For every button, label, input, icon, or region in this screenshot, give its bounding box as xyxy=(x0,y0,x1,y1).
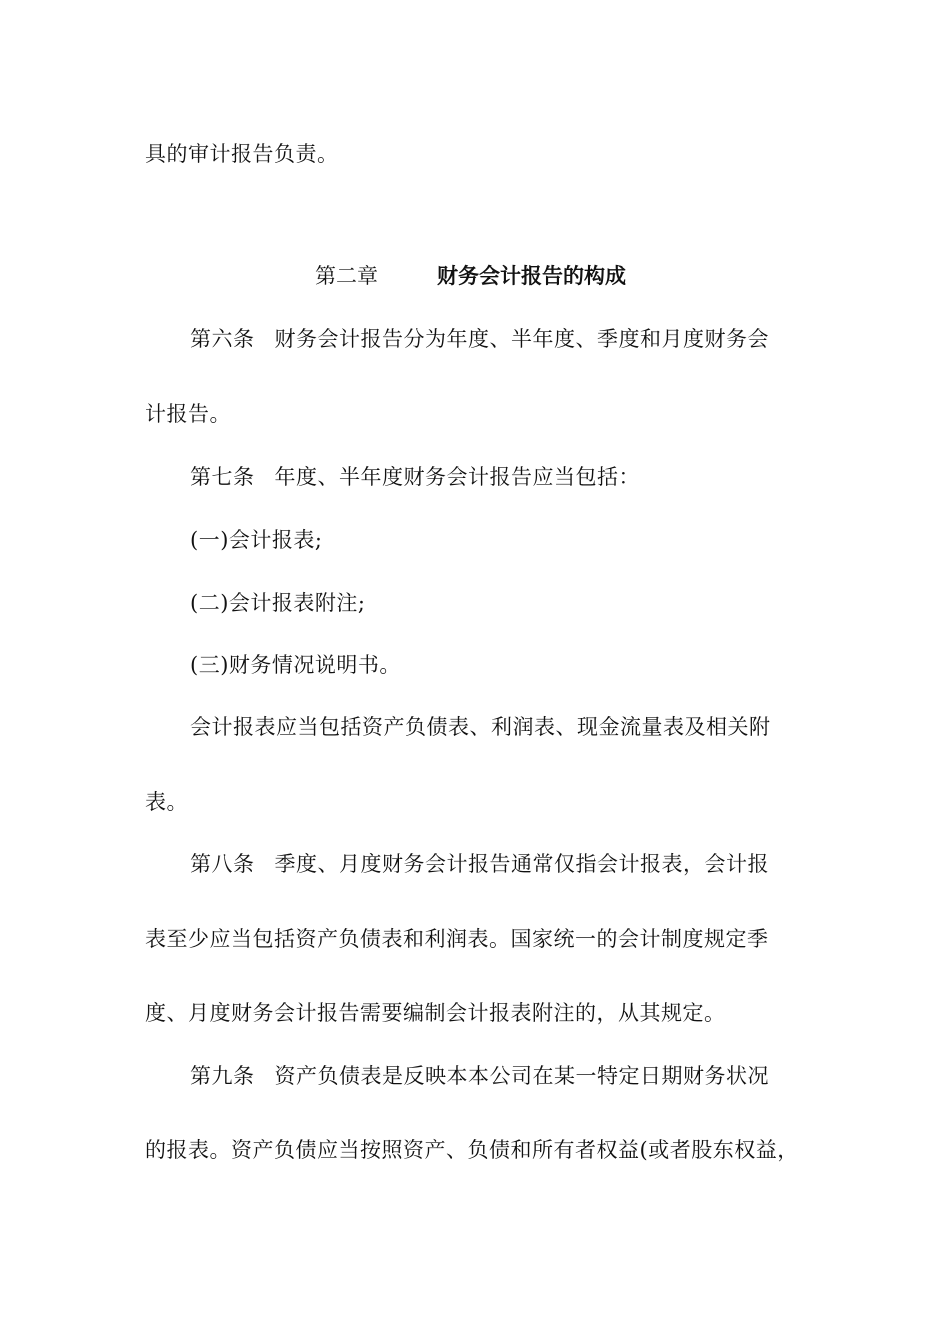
list-item-2: (二)会计报表附注; xyxy=(190,591,366,615)
article-9 xyxy=(190,1062,769,1090)
article-text: 季度、月度财务会计报告通常仅指会计报表，会计报 xyxy=(274,852,769,876)
article-9-continued: 的报表。资产负债应当按照资产、负债和所有者权益(或者股东权益， xyxy=(145,1138,799,1162)
list-item-1: (一)会计报表; xyxy=(190,528,323,552)
article-8-continued-1: 表至少应当包括资产负债表和利润表。国家统一的会计制度规定季 xyxy=(145,927,769,951)
paragraph-line: 具的审计报告负责。 xyxy=(145,142,339,166)
article-6 xyxy=(190,325,769,353)
article-8-continued-2: 度、月度财务会计报告需要编制会计报表附注的，从其规定。 xyxy=(145,1001,726,1025)
article-text: 财务会计报告分为年度、半年度、季度和月度财务会 xyxy=(274,327,769,351)
chapter-number: 第二章 xyxy=(315,264,378,288)
article-text: 资产负债表是反映本本公司在某一特定日期财务状况 xyxy=(274,1064,769,1088)
reports-paragraph-continued: 表。 xyxy=(145,790,188,814)
article-text: 年度、半年度财务会计报告应当包括： xyxy=(274,465,640,489)
article-8 xyxy=(190,850,769,878)
article-label: 第八条 xyxy=(190,852,255,876)
article-6-continued: 计报告。 xyxy=(145,402,231,426)
article-label: 第九条 xyxy=(190,1064,255,1088)
reports-paragraph: 会计报表应当包括资产负债表、利润表、现金流量表及相关附 xyxy=(190,715,771,739)
article-7 xyxy=(190,463,640,491)
chapter-title: 财务会计报告的构成 xyxy=(437,264,626,288)
article-label: 第六条 xyxy=(190,327,255,351)
list-item-3: (三)财务情况说明书。 xyxy=(190,653,401,677)
article-label: 第七条 xyxy=(190,465,255,489)
